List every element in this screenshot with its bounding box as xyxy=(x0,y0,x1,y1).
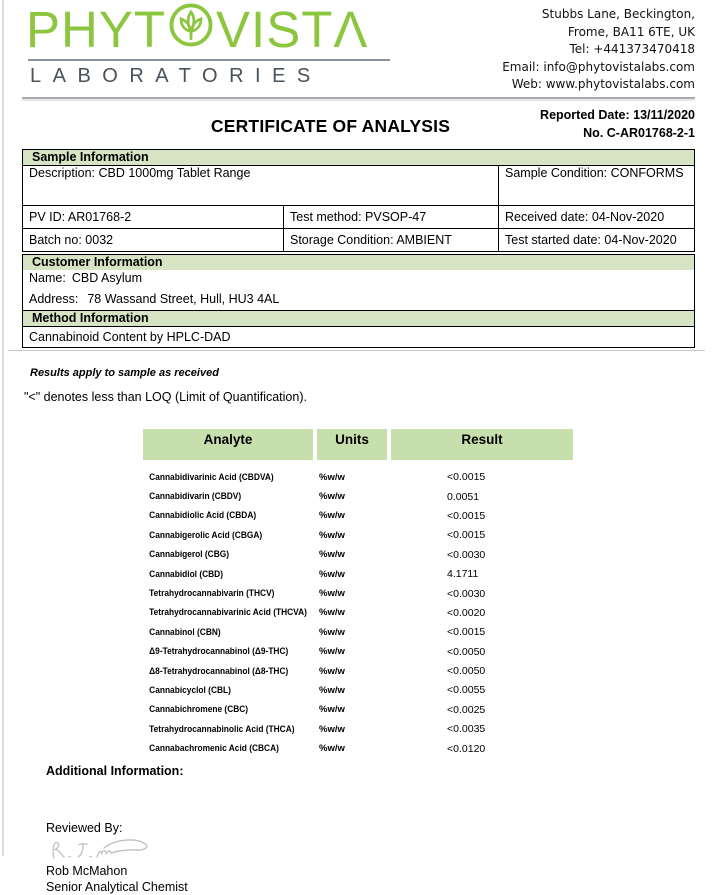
analyte-column-header: Analyte xyxy=(143,429,313,460)
analyte-name: Cannabinol (CBN) xyxy=(149,626,221,638)
result-row xyxy=(143,720,573,739)
received-date: Received date: 04-Nov-2020 xyxy=(499,205,695,228)
result-row xyxy=(143,545,573,564)
analyte-name: Cannabichromene (CBC) xyxy=(149,704,249,716)
analyte-result: <0.0120 xyxy=(447,742,486,755)
method-information-box: Cannabinoid Content by HPLC-DAD xyxy=(22,326,695,348)
logo-text-part2: VIST xyxy=(216,1,334,58)
analyte-units: %w/w xyxy=(319,529,345,541)
analyte-result: <0.0025 xyxy=(447,703,486,716)
letterhead xyxy=(22,0,695,94)
customer-name-value: CBD Asylum xyxy=(71,270,142,285)
certificate-number: No. C-AR01768-2-1 xyxy=(583,125,695,140)
results-table xyxy=(143,429,573,759)
customer-address-value: 78 Wassand Street, Hull, HU3 4AL xyxy=(87,291,280,306)
analyte-units: %w/w xyxy=(319,704,345,716)
units-column-header: Units xyxy=(317,429,387,460)
results-table-body xyxy=(143,468,573,759)
analyte-units: %w/w xyxy=(319,568,345,580)
result-row xyxy=(143,623,573,642)
lab-contact-block xyxy=(502,2,695,94)
contact-address-line2: Frome, BA11 6TE, UK xyxy=(567,24,695,39)
sample-information-header: Sample Information xyxy=(22,149,695,165)
reviewer-title: Senior Analytical Chemist xyxy=(46,880,188,895)
analyte-result: <0.0030 xyxy=(447,548,486,561)
logo-subtitle: LABORATORIES xyxy=(30,65,322,87)
storage-condition: Storage Condition: AMBIENT xyxy=(284,228,499,251)
analyte-units: %w/w xyxy=(319,665,345,677)
result-row xyxy=(143,526,573,545)
batch-no: Batch no: 0032 xyxy=(23,228,284,251)
result-row xyxy=(143,584,573,603)
result-row xyxy=(143,739,573,758)
result-row xyxy=(143,468,573,487)
customer-information-box xyxy=(22,270,695,310)
analyte-units: %w/w xyxy=(319,723,345,735)
result-row xyxy=(143,700,573,719)
analyte-units: %w/w xyxy=(319,646,345,658)
reviewer-name: Rob McMahon xyxy=(46,864,128,879)
report-meta-band xyxy=(22,99,695,149)
test-method: Test method: PVSOP-47 xyxy=(284,205,499,228)
sample-description: Description: CBD 1000mg Tablet Range xyxy=(23,165,499,205)
contact-address-line1: Stubbs Lane, Beckington, xyxy=(541,7,695,21)
contact-tel: Tel: +441373470418 xyxy=(569,42,695,56)
reviewer-signature xyxy=(46,836,695,863)
analyte-result: 4.1711 xyxy=(447,568,479,581)
analyte-result: <0.0020 xyxy=(447,606,486,619)
analyte-result: <0.0015 xyxy=(447,529,486,542)
result-row xyxy=(143,603,573,622)
analyte-units: %w/w xyxy=(319,510,345,522)
analyte-units: %w/w xyxy=(319,607,345,619)
analyte-units: %w/w xyxy=(319,743,345,755)
customer-information-header: Customer Information xyxy=(22,254,695,270)
logo-wordmark xyxy=(26,2,390,58)
logo-text-part3: Λ xyxy=(333,1,369,58)
logo-divider-line xyxy=(28,59,390,61)
method-information-header: Method Information xyxy=(22,310,695,326)
contact-web: Web: www.phytovistalabs.com xyxy=(511,77,695,91)
analyte-result: <0.0015 xyxy=(447,471,486,484)
analyte-name: Cannabidiolic Acid (CBDA) xyxy=(149,510,257,522)
pv-id: PV ID: AR01768-2 xyxy=(23,205,284,228)
customer-address-label: Address: xyxy=(29,291,79,306)
analyte-name: Cannabidivarinic Acid (CBDVA) xyxy=(149,471,274,483)
analyte-result: <0.0035 xyxy=(447,723,486,736)
analyte-name: Cannabachromenic Acid (CBCA) xyxy=(149,743,279,755)
logo-text-part1: PHYT xyxy=(26,1,167,58)
report-meta xyxy=(540,106,695,142)
loq-note: "<" denotes less than LOQ (Limit of Quantification). xyxy=(24,389,307,404)
analyte-name: Cannabidiol (CBD) xyxy=(149,568,224,580)
analyte-name: Tetrahydrocannabivarinic Acid (THCVA) xyxy=(149,607,307,619)
analyte-units: %w/w xyxy=(319,549,345,561)
analyte-name: Cannabigerolic Acid (CBGA) xyxy=(149,529,263,541)
analyte-name: Cannabigerol (CBG) xyxy=(149,549,230,561)
section-divider-rule xyxy=(8,350,705,351)
analyte-units: %w/w xyxy=(319,626,345,638)
analyte-result: <0.0055 xyxy=(447,684,486,697)
customer-name-label: Name: xyxy=(29,270,66,285)
results-table-header xyxy=(143,429,573,460)
additional-information-label: Additional Information: xyxy=(46,764,184,779)
analyte-name: Cannabicyclol (CBL) xyxy=(149,684,231,696)
analyte-name: Tetrahydrocannabivarin (THCV) xyxy=(149,588,275,600)
leaf-circle-icon xyxy=(168,2,214,58)
analyte-result: <0.0030 xyxy=(447,587,486,600)
certificate-title: CERTIFICATE OF ANALYSIS xyxy=(210,115,451,136)
analyte-units: %w/w xyxy=(319,684,345,696)
result-row xyxy=(143,506,573,525)
result-row xyxy=(143,487,573,506)
result-row xyxy=(143,564,573,583)
sample-condition: Sample Condition: CONFORMS xyxy=(499,165,695,205)
reviewed-by-label: Reviewed By: xyxy=(46,821,123,836)
test-started-date: Test started date: 04-Nov-2020 xyxy=(499,228,695,251)
result-row xyxy=(143,642,573,661)
analyte-units: %w/w xyxy=(319,471,345,483)
analyte-result: <0.0015 xyxy=(447,509,486,522)
analyte-result: 0.0051 xyxy=(447,490,480,503)
analyte-units: %w/w xyxy=(319,491,345,503)
sample-information-table xyxy=(22,165,695,252)
analyte-name: Δ9-Tetrahydrocannabinol (Δ9-THC) xyxy=(149,646,289,658)
results-note: Results apply to sample as received xyxy=(30,366,219,379)
phytovista-logo xyxy=(22,2,390,94)
result-row xyxy=(143,661,573,680)
analyte-result: <0.0050 xyxy=(447,665,486,678)
analyte-result: <0.0015 xyxy=(447,626,486,639)
analyte-name: Cannabidivarin (CBDV) xyxy=(149,491,242,503)
reported-date: Reported Date: 13/11/2020 xyxy=(540,107,695,122)
result-row xyxy=(143,681,573,700)
analyte-units: %w/w xyxy=(319,588,345,600)
analyte-name: Δ8-Tetrahydrocannabinol (Δ8-THC) xyxy=(149,665,289,677)
analyte-result: <0.0050 xyxy=(447,645,486,658)
analyte-name: Tetrahydrocannabinolic Acid (THCA) xyxy=(149,723,295,735)
contact-email: Email: info@phytovistalabs.com xyxy=(502,59,695,74)
result-column-header: Result xyxy=(391,429,573,460)
